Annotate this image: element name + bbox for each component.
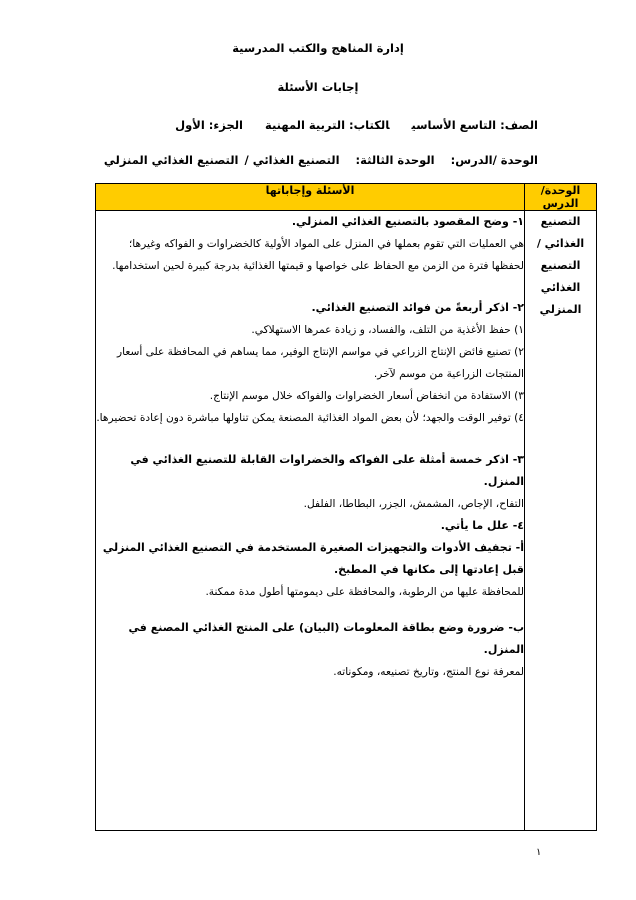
- question-4b: ب- ضرورة وضع بطاقة المعلومات (البيان) على المنتج الغذائي المصنع في المنزل.: [128, 621, 524, 656]
- header-unit-line: [88, 153, 538, 167]
- question-3: ٣- اذكر خمسة أمثلة على الفواكه والخضراوات القابلة للتصنيع الغذائي في المنزل.: [130, 453, 524, 488]
- answer-1: هي العمليات التي تقوم بعملها في المنزل على المواد الأولية كالخضراوات و الفواكه وغيرها؛ لحفظها فترة من الزمن مع الحفاظ على خواصها و قيمتها الغذائية بدرجة كبيرة لحين استخدامها.: [112, 238, 524, 272]
- question-4a: أ- تجفيف الأدوات والتجهيزات الصغيرة المستخدمة في التصنيع الغذائي المنزلي قبل إعادتها إلى مكانها في المطبخ.: [102, 541, 524, 576]
- unit-cell-line: الغذائي /: [536, 237, 585, 250]
- unit-cell-line: التصنيع: [540, 215, 581, 228]
- unit-cell: [525, 211, 597, 831]
- answer-4b: لمعرفة نوع المنتج، وتاريخ تصنيعه، ومكوناته.: [333, 666, 524, 678]
- answer-2-item: ٣) الاستفادة من انخفاض أسعار الخضراوات والفواكه خلال موسم الإنتاج.: [209, 390, 524, 402]
- header-lesson: التصنيع الغذائي المنزلي: [103, 153, 239, 167]
- answer-4a: للمحافظة عليها من الرطوبة، والمحافظة على ديمومتها أطول مدة ممكنة.: [205, 586, 524, 598]
- header-part: الجزء: الأول: [175, 118, 243, 132]
- qa-table: [95, 183, 597, 831]
- answer-3: التفاح، الإجاص، المشمش، الجزر، البطاطا، الفلفل.: [303, 498, 524, 510]
- header-info-line: [153, 118, 538, 132]
- answer-2-item: ١) حفظ الأغذية من التلف، والفساد، و زيادة عمرها الاستهلاكي.: [251, 324, 524, 336]
- question-2: ٢- اذكر أربعةً من فوائد التصنيع الغذائي.: [311, 301, 524, 314]
- table-body-row: [96, 211, 597, 831]
- page-number: ١: [536, 847, 542, 858]
- header-admin: إدارة المناهج والكتب المدرسية: [232, 41, 404, 55]
- header-grade: الصف: التاسع الأساسي: [411, 118, 538, 132]
- qa-cell: [96, 211, 525, 831]
- header-unit-name: التصنيع الغذائي /: [244, 153, 340, 167]
- header-unit: الوحدة الثالثة:: [355, 153, 435, 167]
- header-book: الكتاب: التربية المهنية: [265, 118, 390, 132]
- header-answers-title: إجابات الأسئلة: [277, 80, 359, 94]
- unit-cell-line: الغذائي المنزلي: [539, 281, 582, 316]
- unit-cell-line: التصنيع: [540, 259, 581, 272]
- col-header-unit: الوحدة/الدرس: [525, 184, 597, 211]
- header-unit-label: الوحدة /الدرس:: [450, 153, 538, 167]
- question-1: ١- وضح المقصود بالتصنيع الغذائي المنزلي.: [291, 215, 524, 228]
- table-header-row: [96, 184, 597, 211]
- answer-2-item: ٢) تصنيع فائض الإنتاج الزراعي في مواسم الإنتاج الوفير، مما يساهم في المحافظة على أسعار المنتجات الزراعية من موسم لآخر.: [117, 346, 524, 380]
- col-header-qa: الأسئلة وإجاباتها: [96, 184, 525, 211]
- answer-2-item: ٤) توفير الوقت والجهد؛ لأن بعض المواد الغذائية المصنعة يمكن تناولها مباشرة دون إعادة تحضيرها.: [96, 412, 524, 424]
- question-4: ٤- علل ما يأتي.: [440, 519, 524, 532]
